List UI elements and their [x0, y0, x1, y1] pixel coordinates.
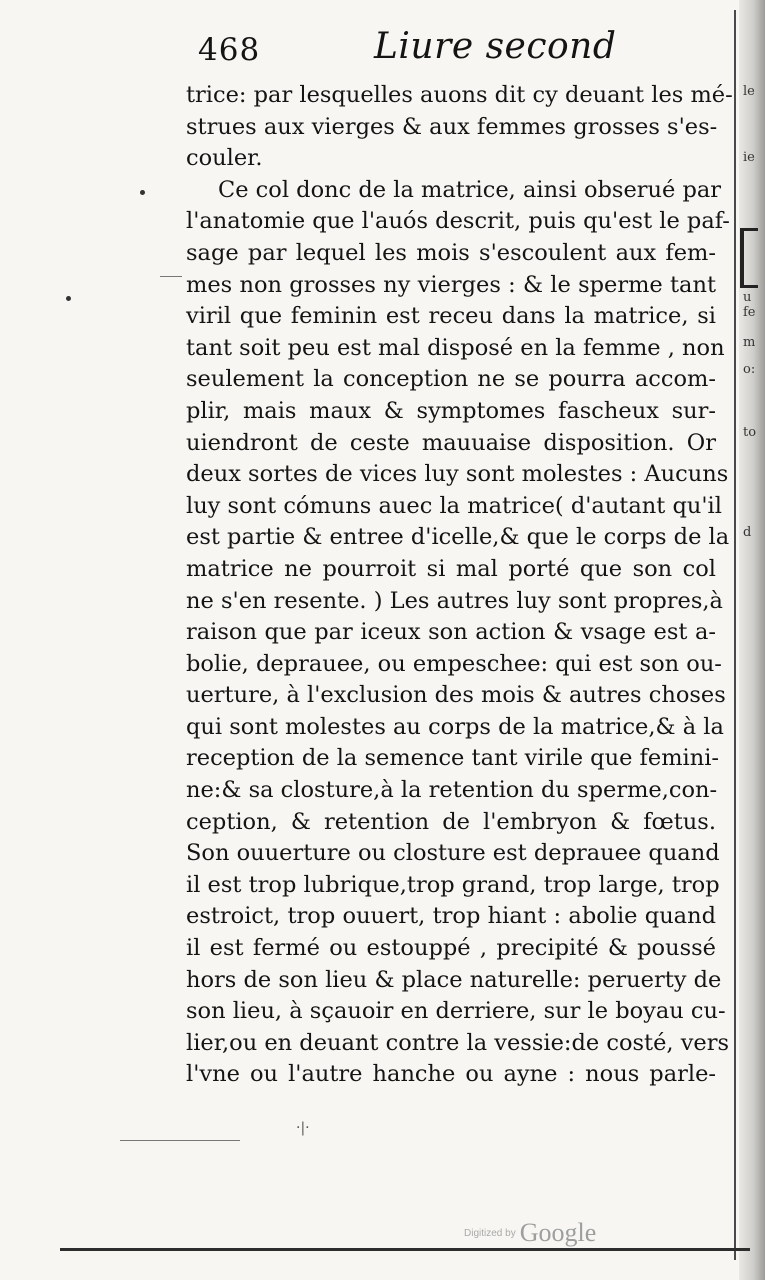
text-line: hors de son lieu & place naturelle: peruerty de	[186, 966, 722, 993]
text-line: uerture, à l'exclusion des mois & autres choses	[186, 682, 726, 709]
watermark-small-text: Digitized by	[464, 1227, 516, 1239]
scan-mark	[120, 1140, 240, 1141]
text-line: il est fermé ou estouppé , precipité & poussé	[186, 935, 716, 962]
text-line: Son ouuerture ou closture est deprauee quand	[186, 840, 720, 867]
digitized-watermark	[464, 1218, 596, 1248]
margin-fragment: d	[743, 525, 752, 540]
text-line: bolie, deprauee, ou empeschee: qui est son ou-	[186, 650, 722, 677]
ink-speck	[66, 296, 71, 301]
text-line: ne s'en resente. ) Les autres luy sont propres,à	[186, 587, 723, 614]
text-line: luy sont cómuns auec la matrice( d'autant qu'il	[186, 492, 722, 519]
margin-fragment: u	[743, 290, 752, 305]
text-line: raison que par iceux son action & vsage est a-	[186, 619, 716, 646]
margin-fragment: fe	[743, 305, 756, 320]
page-edge-line	[734, 10, 736, 1260]
text-line: mes non grosses ny vierges : & le sperme tant	[186, 271, 716, 298]
text-line: plir, mais maux & symptomes fascheux sur-	[186, 397, 716, 424]
running-title: Liure second	[374, 26, 617, 67]
text-line: l'anatomie que l'auós descrit, puis qu'est le paf-	[186, 208, 730, 235]
text-line: uiendront de ceste mauuaise disposition. Or	[186, 429, 716, 456]
text-line: il est trop lubrique,trop grand, trop large, trop	[186, 871, 720, 898]
footer-mark: ·|·	[296, 1120, 310, 1136]
text-line: trice: par lesquelles auons dit cy deuant les mé-	[186, 82, 733, 108]
scan-mark	[160, 276, 182, 277]
margin-fragment: ie	[743, 150, 755, 165]
text-line: qui sont molestes au corps de la matrice,& à la	[186, 713, 724, 740]
ink-speck	[140, 190, 145, 195]
margin-fragment: m	[743, 335, 756, 350]
text-line: estroict, trop ouuert, trop hiant : abolie quand	[186, 903, 716, 930]
text-line: couler.	[186, 145, 263, 172]
bottom-edge-line	[60, 1248, 750, 1251]
text-line: l'vne ou l'autre hanche ou ayne : nous parle-	[186, 1061, 716, 1088]
google-logo: Google	[519, 1218, 597, 1247]
text-line: lier,ou en deuant contre la vessie:de costé, vers	[186, 1029, 730, 1056]
margin-bracket	[740, 228, 758, 288]
text-line: tant soit peu est mal disposé en la femme , non	[186, 334, 725, 361]
margin-fragment: to	[743, 425, 757, 440]
margin-fragment: o:	[743, 362, 756, 377]
text-line: est partie & entree d'icelle,& que le corps de la	[186, 524, 730, 551]
text-line: strues aux vierges & aux femmes grosses s'es-	[186, 113, 718, 140]
text-line: matrice ne pourroit si mal porté que son col	[186, 555, 716, 582]
binding-gutter	[739, 0, 765, 1280]
body-text	[186, 80, 733, 1091]
text-line: son lieu, à sçauoir en derriere, sur le boyau cu-	[186, 998, 726, 1025]
text-line: reception de la semence tant virile que femini-	[186, 745, 720, 772]
text-line: ception, & retention de l'embryon & fœtus.	[186, 808, 716, 835]
text-line: deux sortes de vices luy sont molestes : Aucuns	[186, 461, 729, 488]
text-line: viril que feminin est receu dans la matrice, si	[186, 303, 716, 330]
text-line: Ce col donc de la matrice, ainsi obserué par	[218, 176, 722, 203]
text-line: sage par lequel les mois s'escoulent aux fem-	[186, 239, 716, 266]
margin-fragment: le	[743, 84, 755, 99]
text-line: ne:& sa closture,à la retention du sperme,con-	[186, 777, 718, 804]
page-header	[198, 26, 718, 78]
text-line: seulement la conception ne se pourra accom-	[186, 366, 716, 393]
page-number: 468	[198, 32, 261, 68]
